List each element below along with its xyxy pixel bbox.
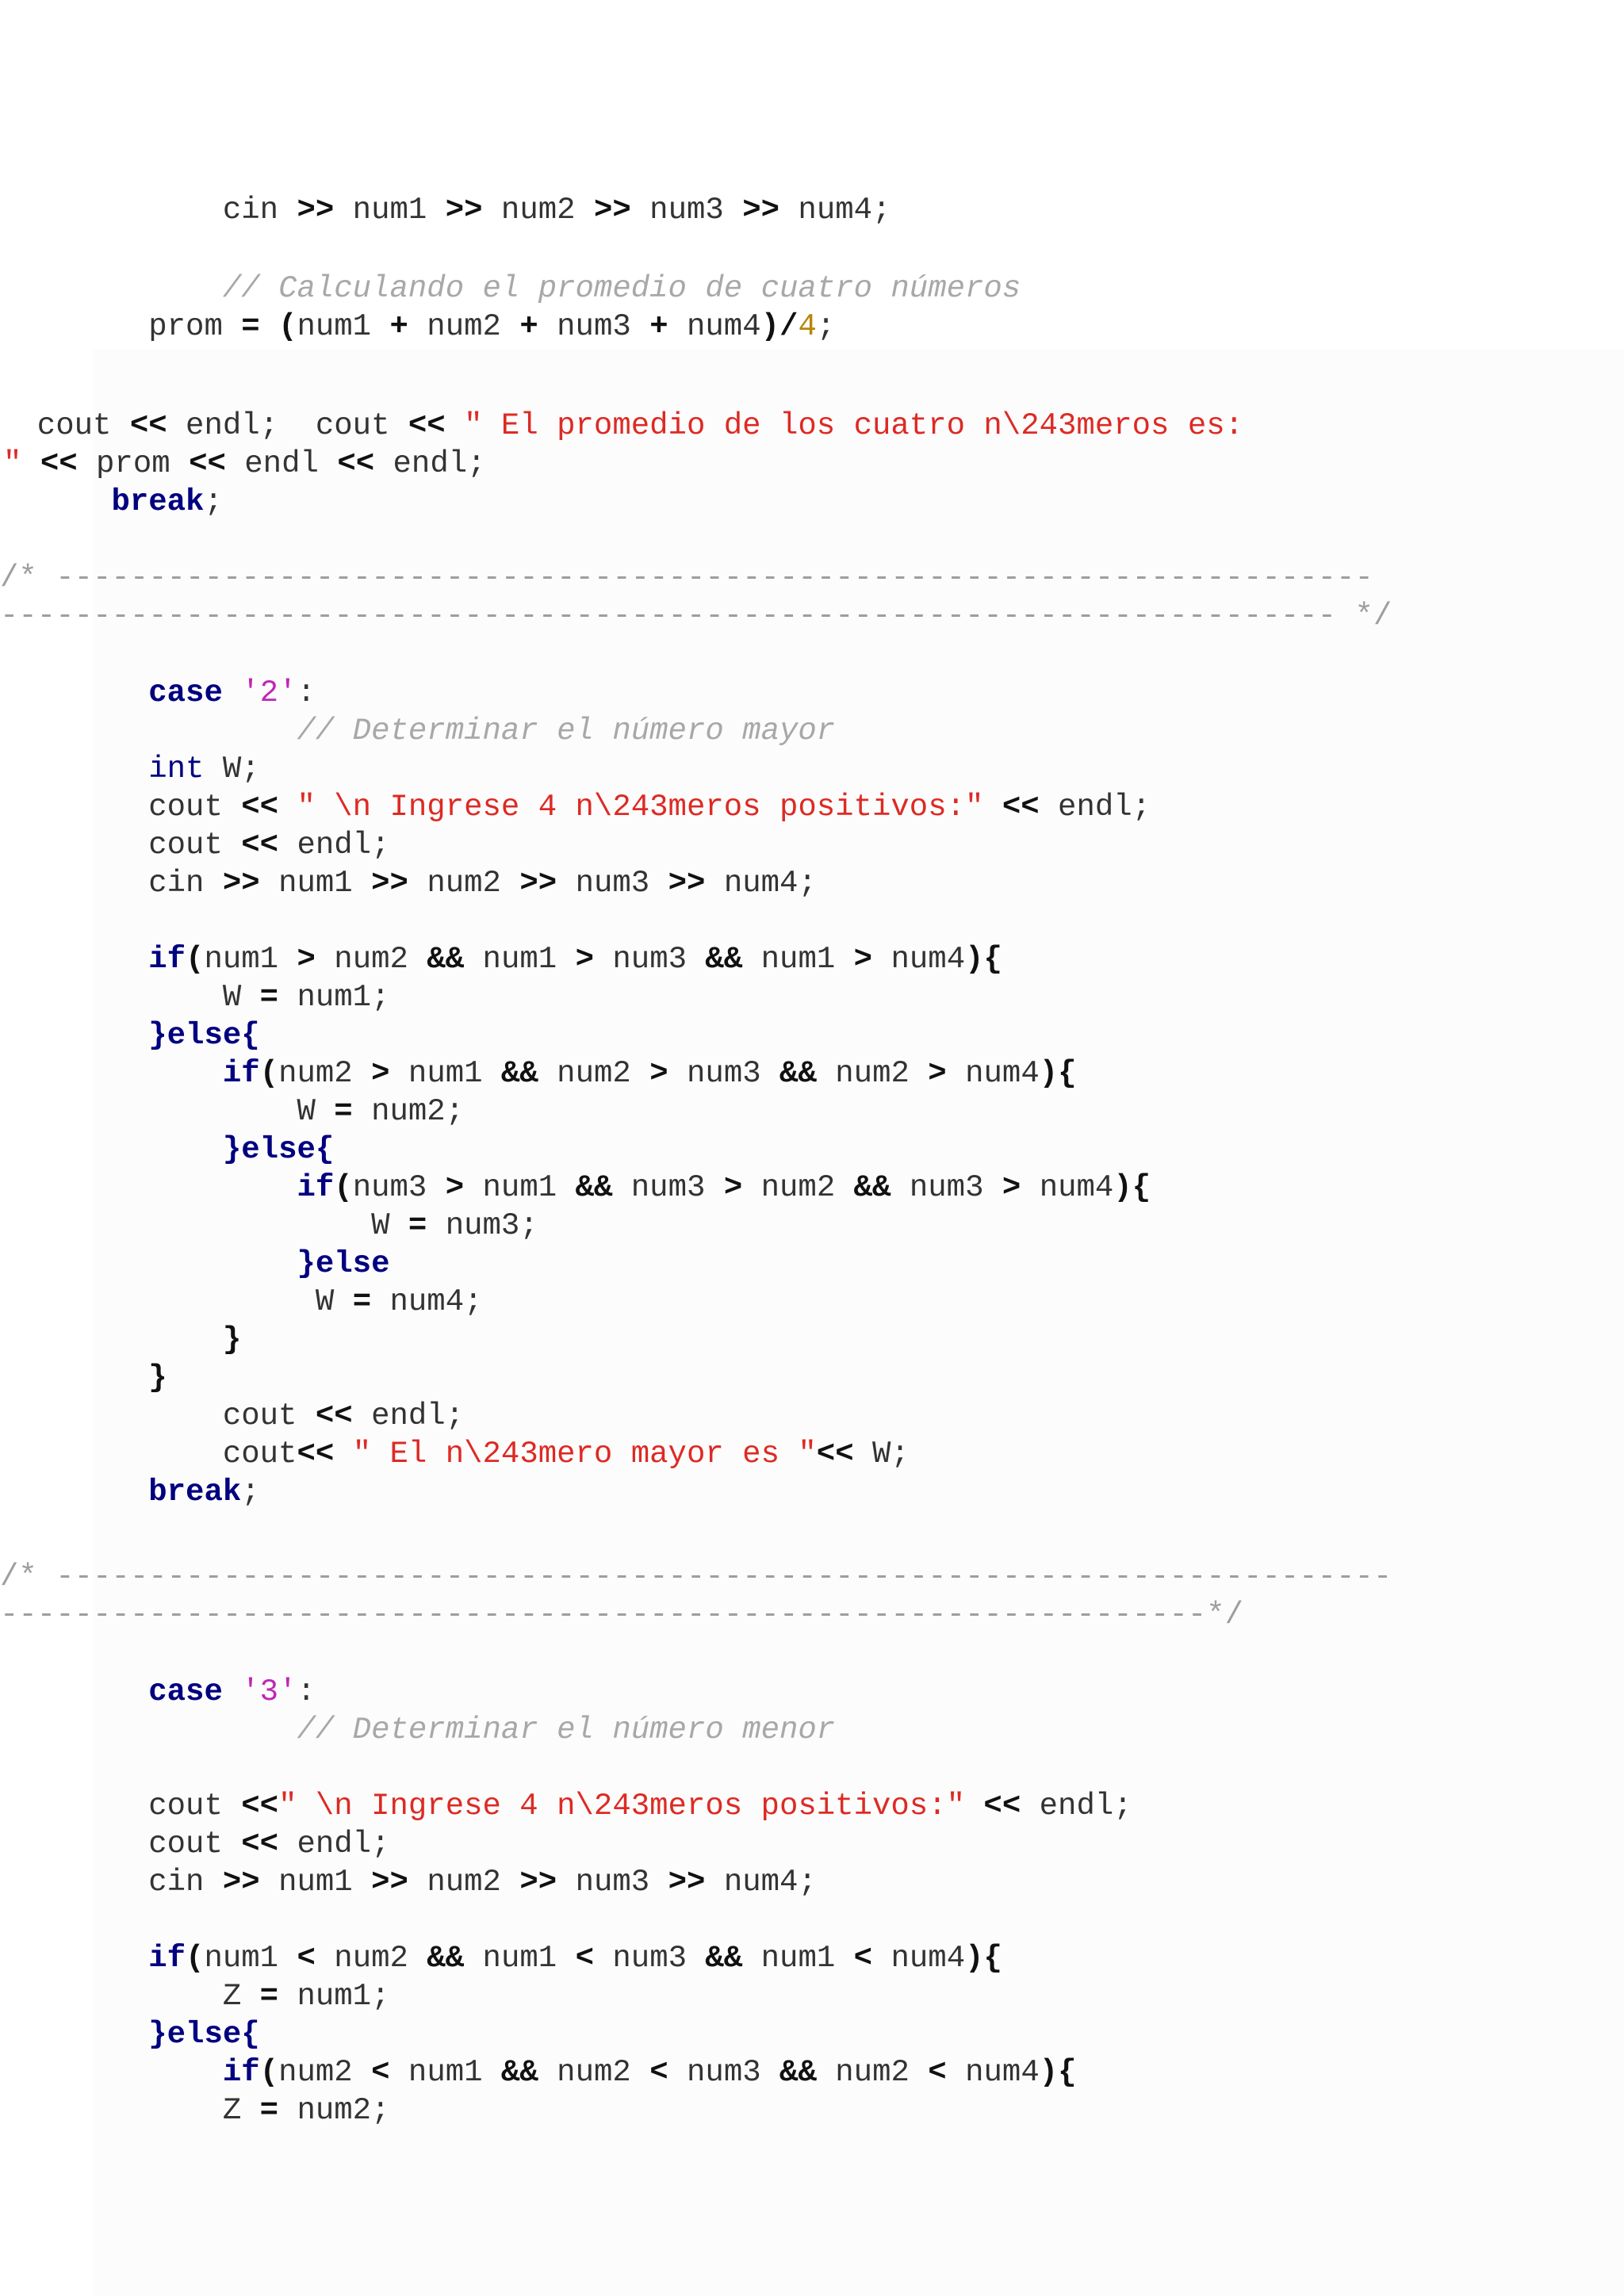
code-token: prom <box>77 446 190 481</box>
code-token: = <box>259 1979 279 2014</box>
code-token: cout <box>0 828 242 863</box>
code-token: && <box>500 2055 538 2090</box>
code-token: endl; cout <box>167 408 408 443</box>
code-line <box>3 445 486 483</box>
code-token <box>446 408 464 443</box>
code-token: && <box>427 1941 465 1976</box>
code-token: num3 <box>668 2055 780 2090</box>
code-token: num2 <box>816 2055 929 2090</box>
code-line <box>0 1863 817 1901</box>
code-token: ------------------------------------------------------------------------ */ <box>0 599 1392 633</box>
code-line <box>0 559 1373 597</box>
code-token: num4; <box>705 866 817 901</box>
code-token: >> <box>519 1865 557 1900</box>
code-token: >> <box>445 193 483 228</box>
code-token: endl; <box>1021 1789 1132 1823</box>
code-token: Z <box>0 1979 260 2014</box>
code-token: -----------------------------------------------------------------*/ <box>0 1598 1244 1632</box>
code-token: ( <box>259 2055 279 2090</box>
code-token: num4 <box>946 1056 1040 1091</box>
code-token: ( <box>186 942 205 977</box>
code-token: = <box>334 1094 353 1129</box>
code-token: ; <box>204 484 223 519</box>
code-token: = <box>259 2093 279 2128</box>
code-token: /* ----------------------------------------------------------------------- <box>0 561 1373 595</box>
code-token: ; <box>241 1475 260 1510</box>
code-token: endl; <box>1039 790 1151 825</box>
code-token: num3 <box>630 193 743 228</box>
code-token: // Calculando el promedio de cuatro números <box>222 271 1021 306</box>
code-token <box>0 1018 148 1053</box>
code-token: cin <box>0 1865 223 1900</box>
code-line <box>0 1359 167 1397</box>
code-token: << <box>241 790 279 825</box>
code-line <box>0 270 1021 308</box>
code-line <box>0 1435 910 1473</box>
code-token: ( <box>278 309 297 344</box>
code-token: >> <box>593 193 631 228</box>
code-token: << <box>1002 790 1040 825</box>
code-token: endl; <box>374 446 486 481</box>
code-token: && <box>779 1056 817 1091</box>
code-line <box>0 2091 390 2130</box>
code-token: > <box>575 942 594 977</box>
code-token: num2 <box>408 1865 520 1900</box>
code-token: num1 <box>742 1941 854 1976</box>
code-token: num2 <box>278 1056 372 1091</box>
code-token: }else{ <box>222 1132 335 1167</box>
code-token <box>278 790 297 825</box>
code-line <box>0 1673 316 1711</box>
code-token: if <box>297 1170 335 1205</box>
code-token: >> <box>668 1865 706 1900</box>
code-token: // Determinar el número mayor <box>297 714 836 748</box>
code-token: >> <box>297 193 335 228</box>
code-token: if <box>222 2055 260 2090</box>
code-token: case <box>148 675 223 710</box>
code-token: << <box>241 828 279 863</box>
code-token <box>0 1246 297 1281</box>
code-token: >> <box>371 866 408 901</box>
code-token: num3 <box>557 1865 668 1900</box>
code-line <box>0 1207 538 1245</box>
code-token: 4 <box>798 309 817 344</box>
code-token <box>0 752 148 786</box>
code-token: num3 <box>593 1941 706 1976</box>
code-token: num3 <box>891 1170 1002 1205</box>
code-token: num1 <box>259 866 372 901</box>
code-token: num2 <box>538 1056 650 1091</box>
code-token: = <box>241 309 260 344</box>
code-token: << <box>40 446 78 481</box>
code-token: // Determinar el número menor <box>297 1712 836 1747</box>
code-line <box>0 1977 390 2015</box>
code-token: Z <box>0 2093 260 2128</box>
code-token: ){ <box>965 942 1002 977</box>
code-line <box>0 2053 1077 2091</box>
code-token: num4 <box>872 1941 966 1976</box>
code-token: + <box>389 309 408 344</box>
code-token: num2 <box>315 1941 427 1976</box>
code-token: if <box>148 1941 186 1976</box>
code-token: cout <box>0 1789 242 1823</box>
code-line <box>0 826 390 864</box>
code-token: >> <box>371 1865 408 1900</box>
code-token: num2; <box>352 1094 465 1129</box>
code-token: num4 <box>1021 1170 1114 1205</box>
code-line <box>0 1825 390 1863</box>
code-token: ){ <box>1039 1056 1077 1091</box>
code-line <box>0 1321 241 1359</box>
code-token: endl; <box>278 828 390 863</box>
code-token <box>0 942 148 977</box>
code-token: W; <box>204 752 260 786</box>
code-token: && <box>575 1170 613 1205</box>
code-token <box>0 2017 148 2052</box>
code-token: endl; <box>278 1827 390 1862</box>
code-token: num1 <box>464 1170 576 1205</box>
code-token: }else{ <box>148 1018 260 1053</box>
code-line <box>0 1473 260 1511</box>
code-token: = <box>352 1284 372 1319</box>
code-line <box>0 750 260 788</box>
code-token: if <box>148 942 186 977</box>
code-token: > <box>371 1056 390 1091</box>
code-token <box>0 1132 223 1167</box>
code-line <box>0 788 1151 826</box>
code-token: ){ <box>1113 1170 1151 1205</box>
code-line <box>0 1131 334 1169</box>
code-token: = <box>408 1208 427 1243</box>
code-token: '3' <box>241 1674 297 1709</box>
code-token: num4 <box>946 2055 1040 2090</box>
code-token: > <box>723 1170 743 1205</box>
code-token: W <box>0 980 260 1015</box>
code-token <box>0 1674 148 1709</box>
code-token: && <box>705 942 743 977</box>
code-token: cout <box>0 790 242 825</box>
code-token: }else <box>297 1246 390 1281</box>
code-line <box>0 407 1243 445</box>
code-line <box>0 597 1392 635</box>
code-token: num1 <box>259 1865 372 1900</box>
code-line <box>0 1054 1077 1093</box>
code-token: int <box>148 752 205 786</box>
code-token <box>0 1941 148 1976</box>
code-token <box>260 309 278 344</box>
code-token: num3 <box>557 866 668 901</box>
code-token: >> <box>222 866 260 901</box>
code-token: num1 <box>742 942 854 977</box>
code-token: < <box>297 1941 316 1976</box>
code-token: && <box>500 1056 538 1091</box>
code-token: W <box>0 1094 335 1129</box>
code-token: )/ <box>760 309 799 344</box>
code-token: > <box>1002 1170 1021 1205</box>
code-token: ; <box>816 309 836 344</box>
code-token: < <box>853 1941 873 1976</box>
code-token <box>223 675 241 710</box>
code-token: num3 <box>593 942 706 977</box>
code-token: ){ <box>1039 2055 1077 2090</box>
code-token: num1 <box>464 942 576 977</box>
code-token: W <box>0 1208 408 1243</box>
code-token: < <box>649 2055 668 2090</box>
code-token: break <box>148 1475 242 1510</box>
code-token: << <box>241 1827 279 1862</box>
code-token: num1 <box>334 193 446 228</box>
code-token: break <box>111 484 205 519</box>
code-token: num2 <box>278 2055 372 2090</box>
code-token <box>0 1056 223 1091</box>
code-token <box>0 2055 223 2090</box>
code-token: > <box>649 1056 668 1091</box>
code-token: num1 <box>204 942 297 977</box>
code-line <box>0 1245 390 1283</box>
code-line <box>0 674 316 712</box>
code-token: num2 <box>742 1170 854 1205</box>
code-token: > <box>928 1056 947 1091</box>
code-token: num4 <box>872 942 966 977</box>
code-token: = <box>259 980 279 1015</box>
code-token: endl; <box>352 1399 465 1433</box>
code-token: } <box>222 1322 242 1357</box>
code-token: cout <box>0 1827 242 1862</box>
code-line <box>0 1016 260 1054</box>
code-token: + <box>649 309 668 344</box>
code-line <box>0 1787 1132 1825</box>
code-token: : <box>297 1674 316 1709</box>
code-token: num2 <box>315 942 427 977</box>
code-token: ( <box>334 1170 353 1205</box>
code-token <box>0 1712 297 1747</box>
code-token: } <box>148 1360 167 1395</box>
code-token: num1 <box>389 2055 501 2090</box>
code-token: >> <box>519 866 557 901</box>
code-token <box>21 446 40 481</box>
code-token: " \n Ingrese 4 n\243meros positivos:" <box>297 790 984 825</box>
code-token: + <box>519 309 538 344</box>
code-token: num3; <box>427 1208 538 1243</box>
code-token: " \n Ingrese 4 n\243meros positivos:" <box>278 1789 966 1823</box>
code-token: << <box>189 446 226 481</box>
code-token: num4; <box>705 1865 817 1900</box>
code-token: ( <box>186 1941 205 1976</box>
code-token: << <box>983 1789 1021 1823</box>
code-token: cin <box>0 193 297 228</box>
code-token: num1 <box>389 1056 501 1091</box>
code-token: num2 <box>482 193 594 228</box>
code-token: num2; <box>278 2093 390 2128</box>
code-token <box>0 484 111 519</box>
code-token: num4; <box>371 1284 483 1319</box>
code-token: num3 <box>352 1170 446 1205</box>
code-token: num1 <box>464 1941 576 1976</box>
code-token: num2 <box>816 1056 929 1091</box>
code-line <box>0 978 390 1016</box>
code-token <box>0 271 223 306</box>
code-line <box>0 1169 1151 1207</box>
code-token: num1 <box>297 309 390 344</box>
code-token: prom <box>0 309 242 344</box>
code-token: '2' <box>241 675 297 710</box>
code-token: " El n\243mero mayor es " <box>352 1437 817 1471</box>
code-token: num4; <box>779 193 891 228</box>
code-token: < <box>371 2055 390 2090</box>
code-token <box>0 1475 148 1510</box>
code-line <box>0 191 891 229</box>
code-line <box>0 1558 1392 1596</box>
code-token: << <box>408 408 446 443</box>
code-token: num3 <box>612 1170 724 1205</box>
code-token <box>223 1674 241 1709</box>
code-token: /* ------------------------------------------------------------------------ <box>0 1559 1392 1594</box>
code-token: num1; <box>278 1979 390 2014</box>
code-token <box>0 1360 148 1395</box>
code-token <box>0 675 148 710</box>
code-token: }else{ <box>148 2017 260 2052</box>
code-token: cout <box>0 1437 297 1471</box>
code-line <box>0 1711 835 1749</box>
code-token <box>0 1170 297 1205</box>
code-token: << <box>315 1399 353 1433</box>
code-token: >> <box>742 193 780 228</box>
code-token: && <box>427 942 465 977</box>
code-token: cout <box>0 1399 316 1433</box>
code-token: : <box>297 675 316 710</box>
code-token: W; <box>853 1437 910 1471</box>
code-token: num2 <box>408 309 520 344</box>
code-token: << <box>129 408 167 443</box>
code-token: >> <box>668 866 706 901</box>
code-token: << <box>241 1789 279 1823</box>
code-token: && <box>705 1941 743 1976</box>
code-token: > <box>445 1170 465 1205</box>
code-token <box>0 714 297 748</box>
code-token: ( <box>259 1056 279 1091</box>
code-token: num4 <box>668 309 761 344</box>
code-token <box>983 790 1002 825</box>
code-token: < <box>928 2055 947 2090</box>
code-line <box>0 1093 464 1131</box>
code-line <box>0 1283 483 1321</box>
code-token: case <box>148 1674 223 1709</box>
code-line <box>0 2015 260 2053</box>
code-token: num3 <box>668 1056 780 1091</box>
code-line <box>0 712 835 750</box>
code-line <box>0 308 835 346</box>
code-line <box>0 1397 464 1435</box>
code-token: " El promedio de los cuatro n\243meros es: <box>464 408 1244 443</box>
code-token: num1; <box>278 980 390 1015</box>
code-token: W <box>0 1284 353 1319</box>
code-token: num2 <box>538 2055 650 2090</box>
code-line <box>0 1939 1002 1977</box>
code-token: < <box>575 1941 594 1976</box>
code-token: > <box>853 942 873 977</box>
code-token: << <box>297 1437 335 1471</box>
code-token: << <box>337 446 375 481</box>
code-token <box>0 1322 223 1357</box>
code-token: && <box>853 1170 891 1205</box>
code-line <box>0 940 1002 978</box>
code-token <box>334 1437 352 1471</box>
code-token: " <box>3 446 22 481</box>
code-token: cin <box>0 866 223 901</box>
code-token <box>965 1789 983 1823</box>
code-token: << <box>816 1437 854 1471</box>
code-token: > <box>297 942 316 977</box>
code-token: endl <box>225 446 338 481</box>
code-line <box>0 483 223 521</box>
code-token: cout <box>0 408 130 443</box>
code-token: ){ <box>965 1941 1002 1976</box>
code-token: if <box>222 1056 260 1091</box>
code-line <box>0 1596 1243 1634</box>
code-token: num1 <box>204 1941 297 1976</box>
code-line <box>0 864 817 902</box>
code-token: && <box>779 2055 817 2090</box>
code-token: >> <box>222 1865 260 1900</box>
code-token: num2 <box>408 866 520 901</box>
code-token: num3 <box>538 309 650 344</box>
